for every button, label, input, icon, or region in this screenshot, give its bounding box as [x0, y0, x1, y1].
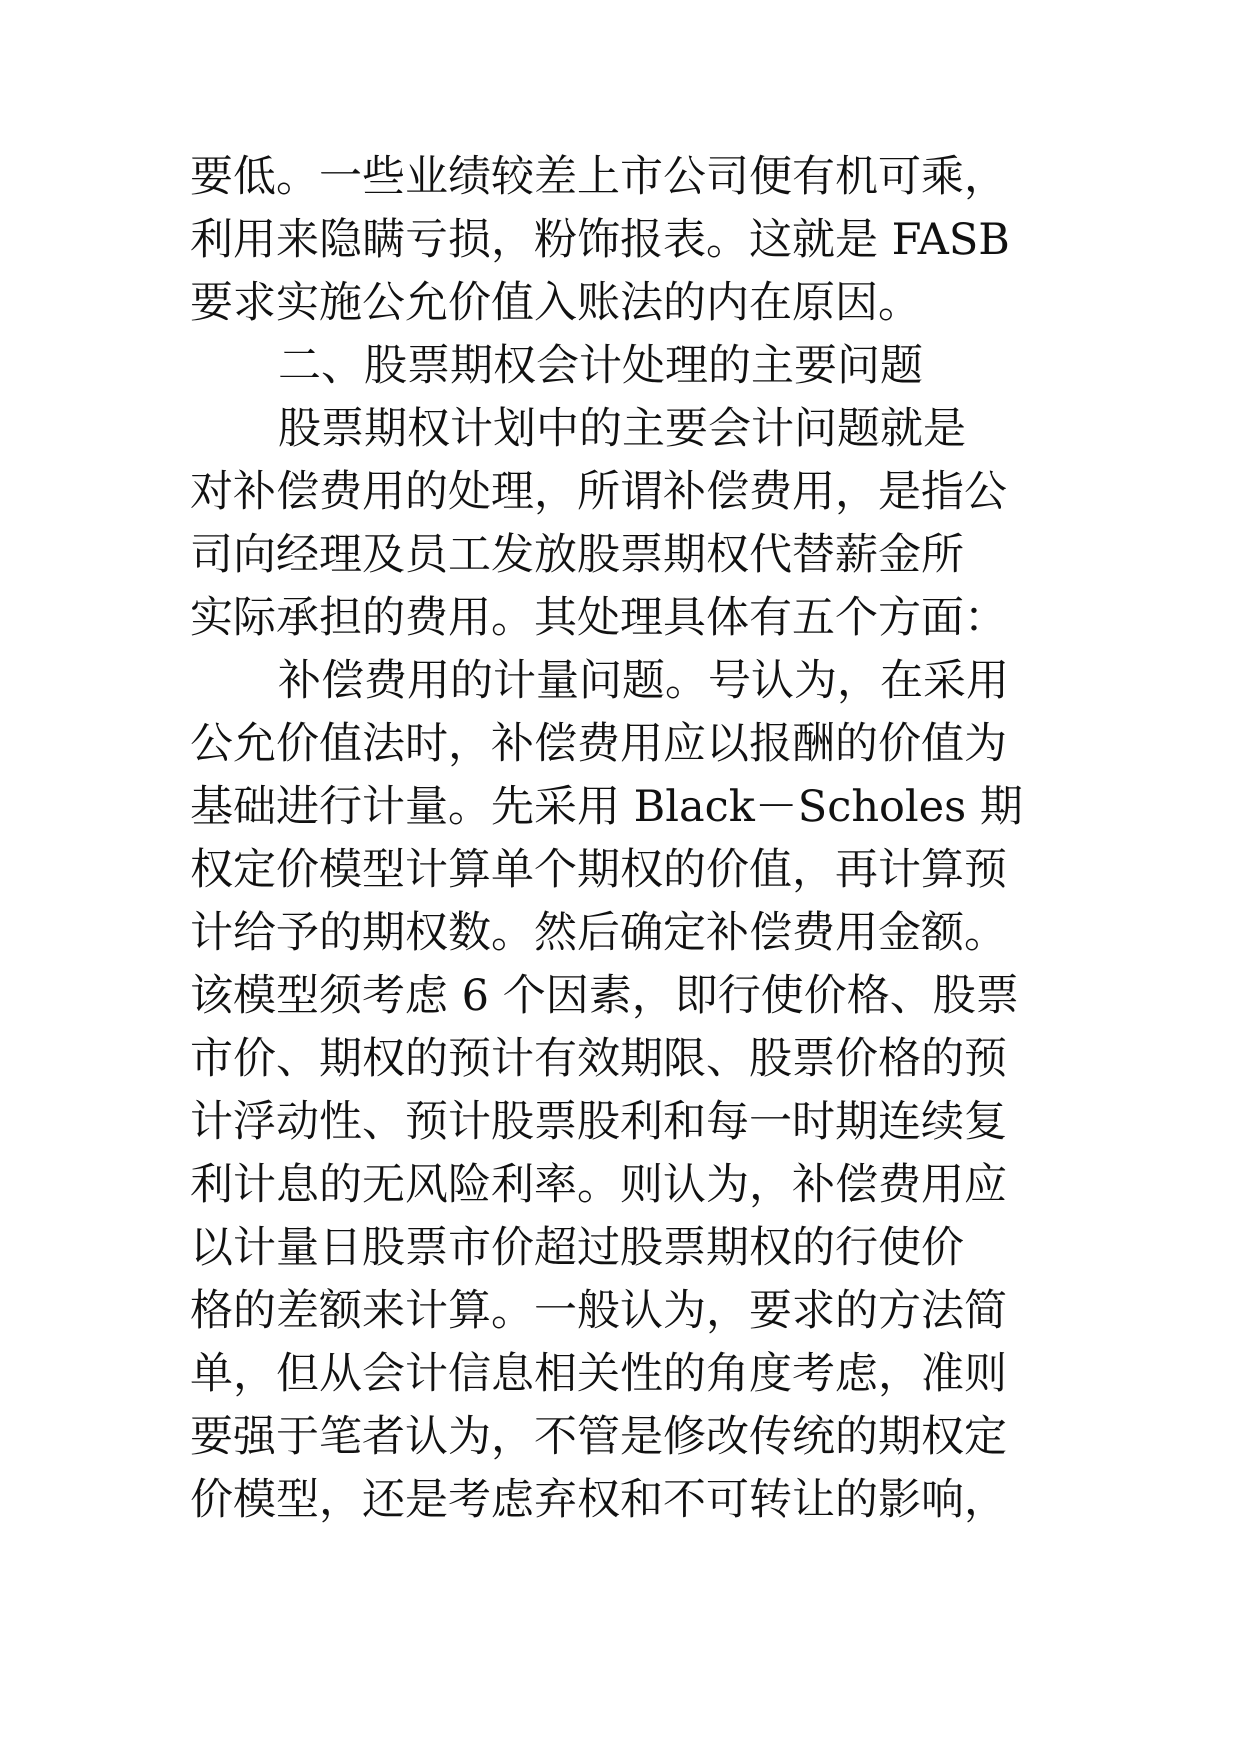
text-line: 格的差额来计算。一般认为，要求的方法简 [190, 1286, 1007, 1336]
section-heading: 二、股票期权会计处理的主要问题 [278, 341, 923, 391]
text-line: 要强于笔者认为，不管是修改传统的期权定 [190, 1412, 1007, 1462]
text-line: 基础进行计量。先采用 Black－Scholes 期 [190, 782, 1023, 832]
text-line: 权定价模型计算单个期权的价值，再计算预 [190, 845, 1007, 895]
text-line: 利用来隐瞒亏损，粉饰报表。这就是 FASB [190, 215, 1010, 265]
text-line: 计给予的期权数。然后确定补偿费用金额。 [190, 908, 1007, 958]
text-line: 该模型须考虑 6 个因素，即行使价格、股票 [190, 971, 1019, 1021]
text-line: 市价、期权的预计有效期限、股票价格的预 [190, 1034, 1007, 1084]
text-line: 要低。一些业绩较差上市公司便有机可乘， [190, 152, 1007, 202]
text-line: 单，但从会计信息相关性的角度考虑，准则 [190, 1349, 1007, 1399]
text-line: 计浮动性、预计股票股利和每一时期连续复 [190, 1097, 1007, 1147]
text-line: 价模型，还是考虑弃权和不可转让的影响， [190, 1475, 1007, 1525]
body-text [190, 146, 1090, 1532]
text-line: 要求实施公允价值入账法的内在原因。 [190, 278, 921, 328]
text-line: 对补偿费用的处理，所谓补偿费用，是指公 [190, 467, 1007, 517]
text-line: 股票期权计划中的主要会计问题就是 [278, 404, 966, 454]
text-line: 司向经理及员工发放股票期权代替薪金所 [190, 530, 964, 580]
text-line: 补偿费用的计量问题。号认为，在采用 [278, 656, 1009, 706]
text-line: 利计息的无风险利率。则认为，补偿费用应 [190, 1160, 1007, 1210]
text-line: 实际承担的费用。其处理具体有五个方面： [190, 593, 1007, 643]
text-line: 以计量日股票市价超过股票期权的行使价 [190, 1223, 964, 1273]
text-line: 公允价值法时，补偿费用应以报酬的价值为 [190, 719, 1007, 769]
